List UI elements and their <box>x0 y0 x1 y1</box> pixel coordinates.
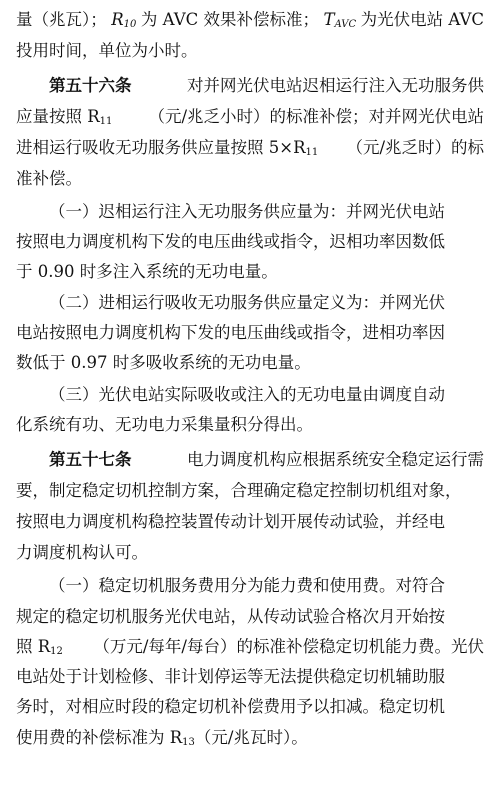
text-segment: 规定的稳定切机服务光伏电站，从传动试验合格次月开始按 <box>16 607 445 626</box>
text-segment: （二）进相运行吸收无功服务供应量定义为：并网光伏 <box>49 293 445 312</box>
text-line <box>16 349 484 377</box>
text-line <box>49 289 484 317</box>
text-line <box>49 198 484 226</box>
text-part: 照 R <box>16 637 51 656</box>
text-line <box>16 103 484 131</box>
formula-tavc <box>324 6 357 34</box>
subscript: 10 <box>123 19 137 30</box>
text-line <box>16 37 484 65</box>
subscript: 11 <box>305 147 319 158</box>
text-segment: （元/兆乏小时）的标准补偿；对并网光伏电站 <box>148 107 484 126</box>
text-segment: 于 0.90 时多注入系统的无功电量。 <box>16 262 278 281</box>
text-segment: 按照电力调度机构稳控装置传动计划开展传动试验，并经电 <box>16 512 445 531</box>
text-segment <box>16 103 112 131</box>
text-segment: 量（兆瓦）； <box>16 10 107 29</box>
text-segment: （一）迟相运行注入无功服务供应量为：并网光伏电站 <box>49 202 445 221</box>
article-number: 第五十六条 <box>49 76 132 95</box>
text-segment: （三）光伏电站实际吸收或注入的无功电量由调度自动 <box>49 385 445 404</box>
text-segment: 为 AVC 效果补偿标准； <box>140 10 320 29</box>
text-segment <box>16 633 63 661</box>
text-segment: 电站按照电力调度机构下发的电压曲线或指令，进相功率因 <box>16 323 445 342</box>
text-line <box>49 572 484 600</box>
text-line <box>16 165 484 193</box>
text-line <box>16 663 484 691</box>
text-segment: （元/兆乏时）的标 <box>346 138 484 157</box>
text-segment: 按照电力调度机构下发的电压曲线或指令，迟相功率因数低 <box>16 232 445 251</box>
formula-r10 <box>111 6 136 34</box>
text-segment: 准补偿。 <box>16 169 82 188</box>
article-number: 第五十七条 <box>49 450 132 469</box>
subscript: 12 <box>50 646 63 657</box>
text-line <box>16 134 484 162</box>
variable-t: T <box>323 10 335 29</box>
text-part: 进相运行吸收无功服务供应量按照 5×R <box>16 138 306 157</box>
text-line <box>16 319 484 347</box>
text-segment: 投用时间，单位为小时。 <box>16 41 198 60</box>
text-line <box>16 228 484 256</box>
text-line <box>16 539 484 567</box>
text-line <box>16 693 484 721</box>
article-heading-line <box>49 446 484 474</box>
text-line <box>16 6 484 34</box>
text-segment: （元/兆瓦时）。 <box>194 728 308 747</box>
text-line <box>16 724 484 752</box>
text-line <box>16 508 484 536</box>
variable-r: R <box>111 10 124 29</box>
text-segment: 数低于 0.97 时多吸收系统的无功电量。 <box>16 353 311 372</box>
subscript: AVC <box>334 19 357 30</box>
subscript: 13 <box>182 737 195 748</box>
text-segment: 对并网光伏电站迟相运行注入无功服务供 <box>187 76 484 95</box>
text-line <box>16 258 484 286</box>
subscript: 11 <box>99 116 113 127</box>
text-line <box>16 477 484 505</box>
text-part: 应量按照 R <box>16 107 100 126</box>
text-segment: 电站处于计划检修、非计划停运等无法提供稳定切机辅助服 <box>16 667 445 686</box>
text-line <box>16 411 484 439</box>
text-segment: （万元/每年/每台）的标准补偿稳定切机能力费。光伏 <box>93 637 484 656</box>
text-line <box>49 381 484 409</box>
text-segment <box>16 724 195 752</box>
text-line <box>16 603 484 631</box>
text-segment: 电力调度机构应根据系统安全稳定运行需 <box>187 450 484 469</box>
text-segment: 化系统有功、无功电力采集量积分得出。 <box>16 415 313 434</box>
article-heading-line <box>49 72 484 100</box>
text-segment: 务时，对相应时段的稳定切机补偿费用予以扣减。稳定切机 <box>16 697 445 716</box>
text-line <box>16 633 484 661</box>
text-segment: 为光伏电站 AVC <box>360 10 484 29</box>
text-segment <box>16 134 318 162</box>
text-segment: 力调度机构认可。 <box>16 543 148 562</box>
text-part: 使用费的补偿标准为 R <box>16 728 183 747</box>
text-segment: 要，制定稳定切机控制方案，合理确定稳定控制切机组对象， <box>16 481 462 500</box>
text-segment: （一）稳定切机服务费用分为能力费和使用费。对符合 <box>49 576 445 595</box>
